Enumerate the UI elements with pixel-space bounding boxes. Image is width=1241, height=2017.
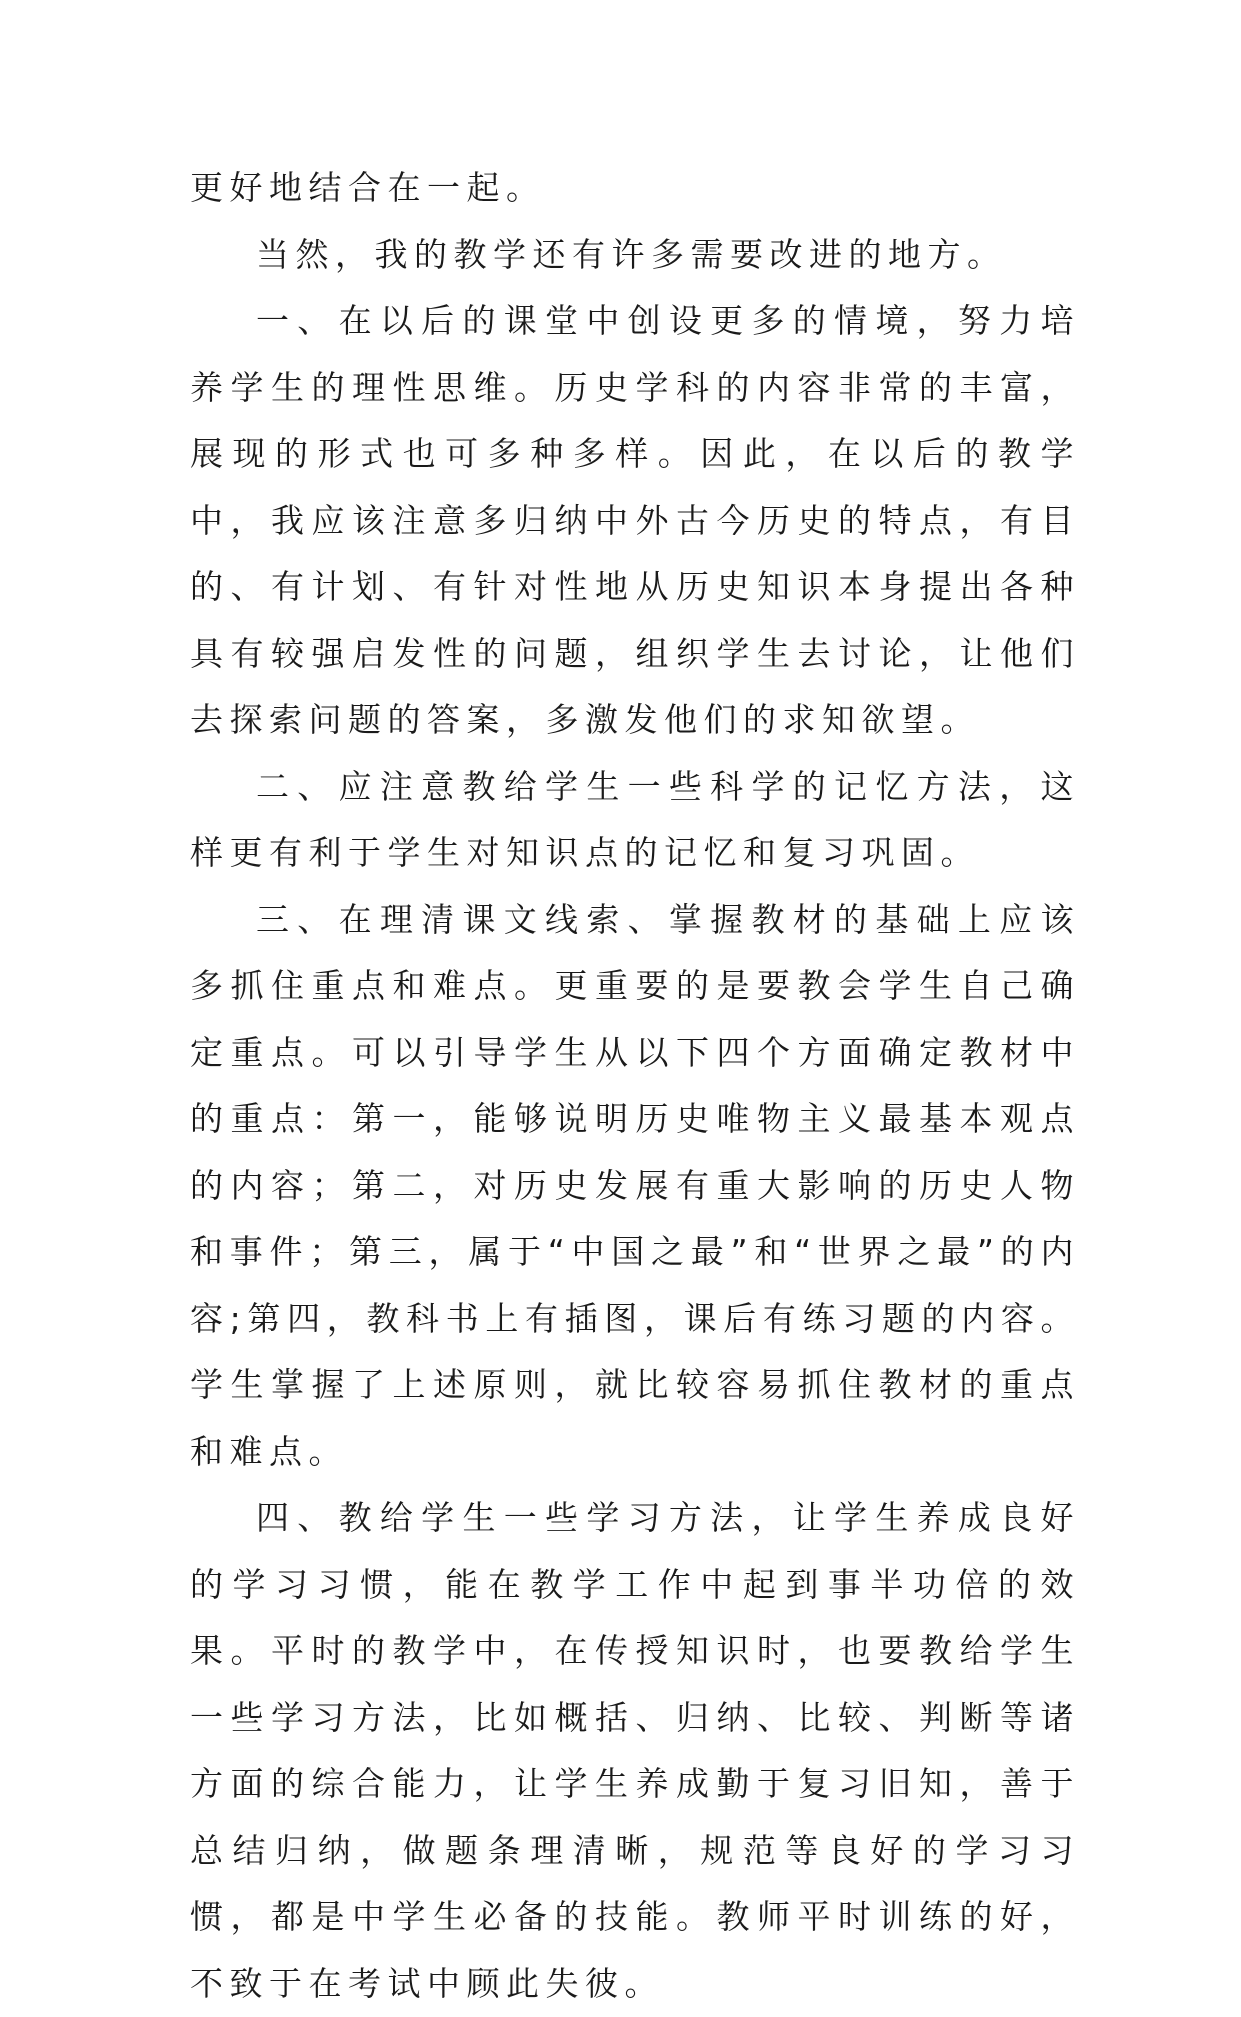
- paragraph-point-2: 二、应注意教给学生一些科学的记忆方法，这样更有利于学生对知识点的记忆和复习巩固。: [190, 766, 1080, 872]
- paragraph-point-1: 一、在以后的课堂中创设更多的情境，努力培养学生的理性思维。历史学科的内容非常的丰富，展现的形式也可多种多样。因此，在以后的教学中，我应该注意多归纳中外古今历史的特点，有目的、有计划、有针对性地从历史知识本身提出各种具有较强启发性的问题，组织学生去讨论，让他们去探索问题的答案，多激发他们的求知欲望。: [190, 301, 1080, 739]
- paragraph-continuation: 更好地结合在一起。: [190, 168, 546, 207]
- document-body: [190, 155, 1080, 2017]
- paragraph-point-3: 三、在理清课文线索、掌握教材的基础上应该多抓住重点和难点。更重要的是要教会学生自己确定重点。可以引导学生从以下四个方面确定教材中的重点：第一，能够说明历史唯物主义最基本观点的内容；第二，对历史发展有重大影响的历史人物和事件；第三，属于“中国之最”和“世界之最”的内容;第四，教科书上有插图，课后有练习题的内容。学生掌握了上述原则，就比较容易抓住教材的重点和难点。: [190, 899, 1080, 1471]
- paragraph-intro: 当然，我的教学还有许多需要改进的地方。: [256, 234, 1007, 274]
- paragraph-point-4: 四、教给学生一些学习方法，让学生养成良好的学习习惯，能在教学工作中起到事半功倍的效果。平时的教学中，在传授知识时，也要教给学生一些学习方法，比如概括、归纳、比较、判断等诸方面的综合能力，让学生养成勤于复习旧知，善于总结归纳，做题条理清晰，规范等良好的学习习惯，都是中学生必备的技能。教师平时训练的好，不致于在考试中顾此失彼。: [190, 1498, 1080, 2003]
